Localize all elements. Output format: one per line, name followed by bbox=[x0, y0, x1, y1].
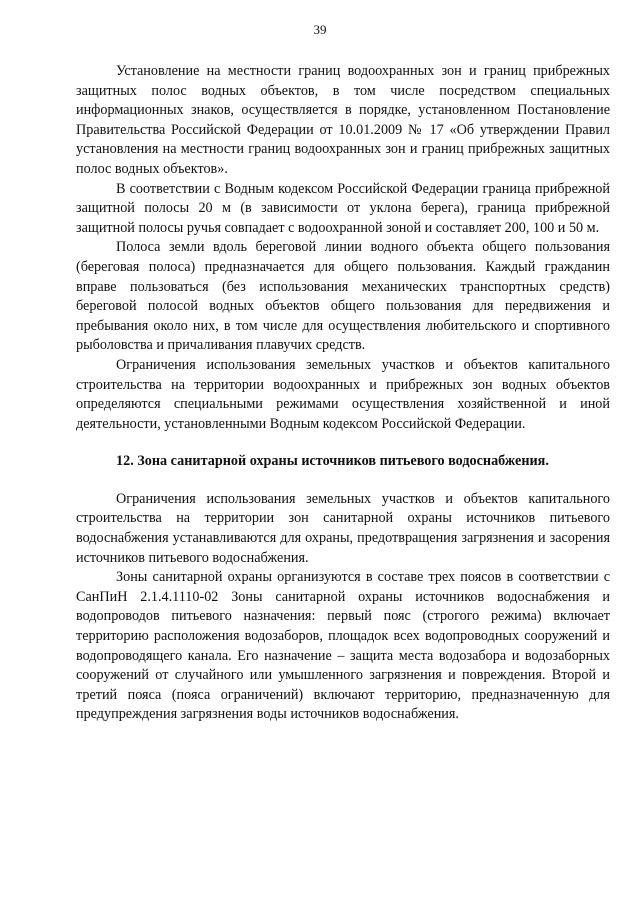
paragraph-shore-strip: Полоса земли вдоль береговой линии водного объекта общего пользования (береговая полоса) предназначается для общего пользования. Каждый гражданин вправе пользоваться (без использования механических транспортных средств) береговой полосой водных объектов общего пользования для передвижения и пребывания около них, в том числе для осуществления любительского и спортивного рыболовства и причаливания плавучих средств. bbox=[76, 239, 610, 354]
spacer bbox=[76, 434, 610, 452]
page-number: 39 bbox=[313, 22, 327, 37]
paragraph-sanitary-zone-restrictions: Ограничения использования земельных участков и объектов капитального строительства на территории зон санитарной охраны источников питьевого водоснабжения устанавливаются для охраны, предотвращения загрязнения и засорения источников питьевого водоснабжения. bbox=[76, 490, 610, 566]
paragraph-boundary-marking: Установление на местности границ водоохранных зон и границ прибрежных защитных полос водных объектов, в том числе посредством специальных информационных знаков, осуществляется в порядке, установленном Постановление Правительства Российской Федерации от 10.01.2009 № 17 «Об утверждении Правил установления на местности границ водоохранных зон и границ прибрежных защитных полос водных объектов». bbox=[76, 63, 610, 177]
page-body bbox=[76, 62, 610, 725]
section-heading: 12. Зона санитарной охраны источников питьевого водоснабжения. bbox=[116, 453, 549, 470]
paragraph-land-use-restrictions: Ограничения использования земельных участков и объектов капитального строительства на территории водоохранных и прибрежных зон водных объектов определяются специальными режимами осуществления хозяйственной и иной деятельности, установленными Водным кодексом Российской Федерации. bbox=[76, 356, 610, 432]
paragraph-water-code-boundary: В соответствии с Водным кодексом Российской Федерации граница прибрежной защитной полосы 20 м (в зависимости от уклона берега), граница прибрежной защитной полосы ручья совпадает с водоохранной зоной и составляет 200, 100 и 50 м. bbox=[76, 180, 610, 236]
paragraph-sanitary-zone-belts: Зоны санитарной охраны организуются в составе трех поясов в соответствии с СанПиН 2.1.4.1110-02 Зоны санитарной охраны источников водоснабжения и водопроводов питьевого назначения: первый пояс (строгого режима) включает территорию расположения водозаборов, площадок всех водопроводных сооружений и водопроводящего канала. Его назначение – защита места водозабора и водозаборных сооружений от случайного или умышленного загрязнения и повреждения. Второй и третий пояса (пояса ограничений) включают территорию, предназначенную для предупреждения загрязнения воды источников водоснабжения. bbox=[76, 569, 610, 723]
spacer bbox=[76, 472, 610, 490]
